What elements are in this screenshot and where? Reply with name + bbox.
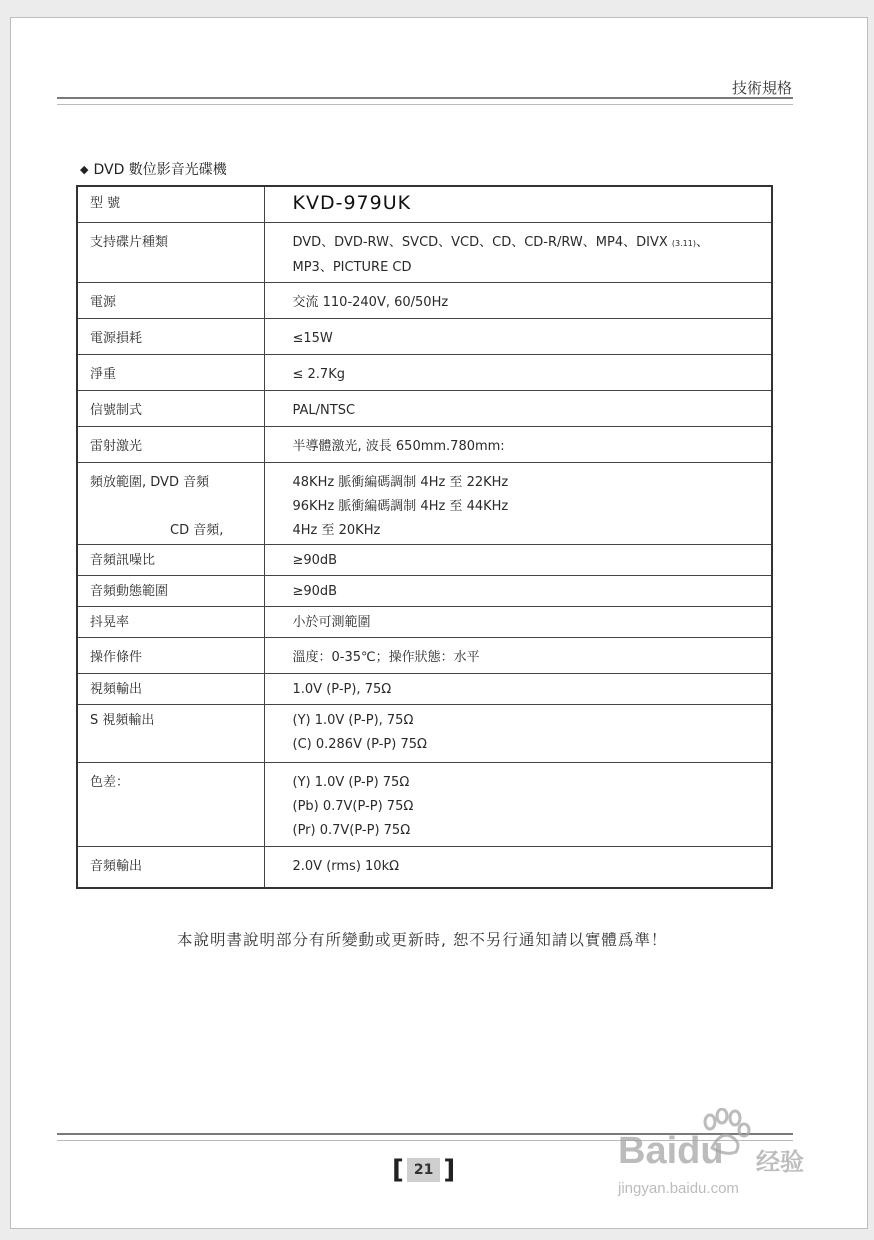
table-row (77, 186, 772, 222)
table-row (77, 282, 772, 318)
table-row (77, 426, 772, 462)
table-row (77, 637, 772, 673)
table-row (77, 762, 772, 846)
table-row (77, 575, 772, 606)
row-label: 操作條件 (77, 637, 264, 673)
row-label: 抖晃率 (77, 606, 264, 637)
row-label: 雷射激光 (77, 426, 264, 462)
row-value: ≥90dB (264, 575, 772, 606)
row-value: (Y) 1.0V (P-P), 75Ω (C) 0.286V (P-P) 75Ω (264, 704, 772, 762)
row-label: S 視頻輸出 (77, 704, 264, 762)
row-label: 型 號 (77, 186, 264, 222)
row-label: 音頻動態範圍 (77, 575, 264, 606)
row-label: 頻放範圍, DVD 音頻 CD 音頻, (77, 462, 264, 544)
section-title: DVD 數位影音光碟機 (93, 162, 227, 178)
row-value: ≥90dB (264, 544, 772, 575)
row-value: 1.0V (P-P), 75Ω (264, 673, 772, 704)
row-label: 電源損耗 (77, 318, 264, 354)
row-value: 2.0V (rms) 10kΩ (264, 846, 772, 888)
bracket-left: [ (392, 1155, 404, 1185)
table-row (77, 846, 772, 888)
row-value: 溫度：0-35℃；操作狀態：水平 (264, 637, 772, 673)
row-value: PAL/NTSC (264, 390, 772, 426)
row-value: DVD、DVD-RW、SVCD、VCD、CD、CD-R/RW、MP4、DIVX (3.11)、 MP3、PICTURE CD (264, 222, 772, 282)
notice-text: 本說明書說明部分有所變動或更新時, 恕不另行通知請以實體爲準！ (177, 931, 668, 949)
row-label: 音頻輸出 (77, 846, 264, 888)
table-row (77, 354, 772, 390)
watermark-cn: 经验 (756, 1148, 804, 1176)
row-value: 半導體激光, 波長 650mm.780mm: (264, 426, 772, 462)
table-row (77, 318, 772, 354)
row-label: 電源 (77, 282, 264, 318)
row-label: 音頻訊噪比 (77, 544, 264, 575)
row-label: 視頻輸出 (77, 673, 264, 704)
row-label: 色差： (77, 762, 264, 846)
table-row (77, 390, 772, 426)
bracket-right: ] (443, 1155, 456, 1185)
baidu-watermark (618, 1108, 828, 1208)
row-value: 小於可測範圍 (264, 606, 772, 637)
page-number-block (392, 1152, 455, 1188)
section-heading (80, 159, 227, 179)
row-label: 信號制式 (77, 390, 264, 426)
row-value: 48KHz 脈衝編碼調制 4Hz 至 22KHz 96KHz 脈衝編碼調制 4Hz 至 44KHz 4Hz 至 20KHz (264, 462, 772, 544)
watermark-url: jingyan.baidu.com (618, 1180, 739, 1197)
table-row (77, 222, 772, 282)
spec-table (76, 185, 773, 889)
watermark-brand: Baidu (618, 1130, 724, 1172)
header-rule (57, 97, 793, 105)
table-row (77, 544, 772, 575)
model-value: KVD-979UK (264, 186, 772, 222)
row-value: 交流 110-240V, 60/50Hz (264, 282, 772, 318)
diamond-bullet-icon: ◆ (80, 163, 89, 176)
table-row (77, 673, 772, 704)
table-row (77, 462, 772, 544)
row-label: 支持碟片種類 (77, 222, 264, 282)
table-row (77, 606, 772, 637)
header-title: 技術規格 (731, 79, 792, 97)
row-value: ≤15W (264, 318, 772, 354)
row-value: (Y) 1.0V (P-P) 75Ω (Pb) 0.7V(P-P) 75Ω (Pr) 0.7V(P-P) 75Ω (264, 762, 772, 846)
row-label: 淨重 (77, 354, 264, 390)
table-row (77, 704, 772, 762)
page-number: 21 (407, 1158, 440, 1182)
row-value: ≤ 2.7Kg (264, 354, 772, 390)
